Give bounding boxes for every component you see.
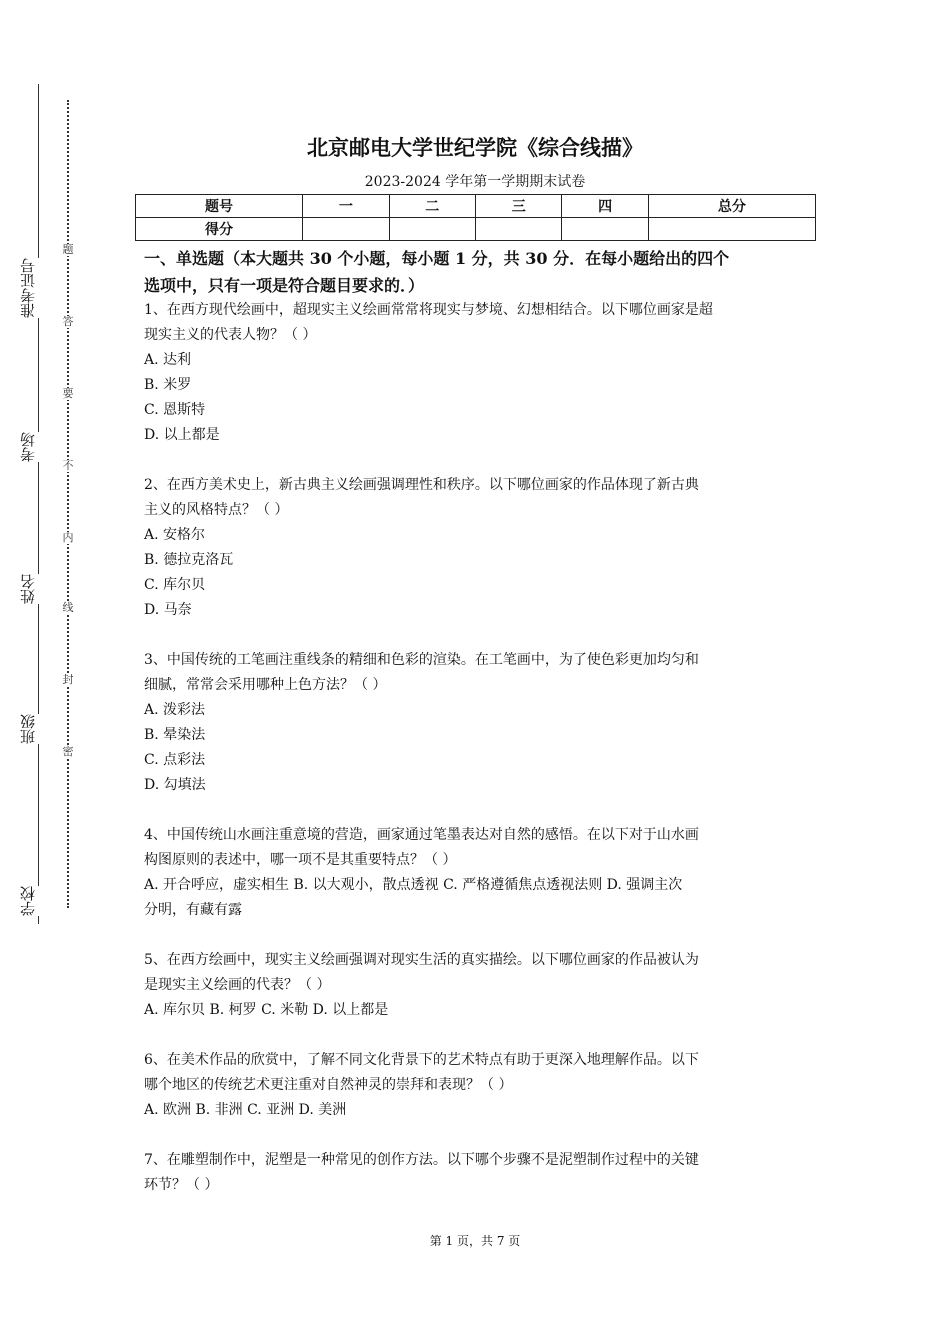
score-cell: 四 <box>562 195 648 218</box>
question-text: 7、在雕塑制作中，泥塑是一种常见的创作方法。以下哪个步骤不是泥塑制作过程中的关键 <box>144 1152 699 1168</box>
score-cell: 得分 <box>136 218 303 241</box>
page-footer: 第 1 页，共 7 页 <box>429 1234 521 1248</box>
question-text: 哪个地区的传统艺术更注重对自然神灵的崇拜和表现？（ ） <box>144 1077 513 1093</box>
score-cell: 二 <box>389 195 475 218</box>
score-table-header-row <box>136 195 816 218</box>
label-class: 班级 <box>19 714 43 744</box>
question-text: 6、在美术作品的欣赏中，了解不同文化背景下的艺术特点有助于更深入地理解作品。以下 <box>144 1052 699 1068</box>
option: B. 米罗 <box>144 377 192 393</box>
score-cell: 题号 <box>136 195 303 218</box>
seal-char: 不 <box>59 460 77 472</box>
question-text: 5、在西方绘画中，现实主义绘画强调对现实生活的真实描绘。以下哪位画家的作品被认为 <box>144 952 699 968</box>
question-3 <box>144 648 808 798</box>
question-7 <box>144 1148 808 1198</box>
binding-solid-line <box>38 84 39 924</box>
option: B. 德拉克洛瓦 <box>144 552 234 568</box>
score-cell: 一 <box>303 195 389 218</box>
option: A. 泼彩法 <box>144 702 206 718</box>
option: C. 点彩法 <box>144 752 206 768</box>
question-text: 2、在西方美术史上，新古典主义绘画强调理性和秩序。以下哪位画家的作品体现了新古典 <box>144 477 699 493</box>
seal-char: 内 <box>59 532 77 544</box>
option: D. 勾填法 <box>144 777 206 793</box>
question-text: 环节？（ ） <box>144 1177 219 1193</box>
score-input-cell <box>648 218 815 241</box>
label-name: 姓名 <box>19 574 43 604</box>
score-input-cell <box>475 218 561 241</box>
option: A. 库尔贝 B. 柯罗 C. 米勒 D. 以上都是 <box>144 1002 389 1018</box>
option: C. 恩斯特 <box>144 402 206 418</box>
score-table <box>135 194 816 241</box>
score-input-cell <box>562 218 648 241</box>
question-text: 1、在西方现代绘画中，超现实主义绘画常常将现实与梦境、幻想相结合。以下哪位画家是超 <box>144 302 713 318</box>
seal-dotted-line <box>67 100 69 908</box>
label-exam-number: 准考证号 <box>19 258 43 318</box>
question-text: 3、中国传统的工笔画注重线条的精细和色彩的渲染。在工笔画中，为了使色彩更加均匀和 <box>144 652 699 668</box>
exam-title: 北京邮电大学世纪学院《综合线描》 <box>307 136 643 160</box>
question-text: 4、中国传统山水画注重意境的营造，画家通过笔墨表达对自然的感悟。在以下对于山水画 <box>144 827 699 843</box>
option: 分明，有藏有露 <box>144 902 242 918</box>
seal-char: 线 <box>59 602 77 614</box>
question-text: 细腻，常常会采用哪种上色方法？（ ） <box>144 677 387 693</box>
label-exam-room: 考场 <box>19 432 43 462</box>
question-2 <box>144 473 808 623</box>
seal-char: 答 <box>59 316 77 328</box>
seal-char: 封 <box>59 674 77 686</box>
question-text: 构图原则的表述中，哪一项不是其重要特点？（ ） <box>144 852 457 868</box>
section-heading: 选项中，只有一项是符合题目要求的．） <box>144 276 425 295</box>
seal-char: 密 <box>59 746 77 758</box>
question-text: 是现实主义绘画的代表？（ ） <box>144 977 331 993</box>
exam-subtitle: 2023-2024 学年第一学期期末试卷 <box>364 174 586 190</box>
score-input-cell <box>389 218 475 241</box>
score-table-score-row <box>136 218 816 241</box>
seal-char: 要 <box>59 388 77 400</box>
question-text: 现实主义的代表人物？（ ） <box>144 327 317 343</box>
label-school: 学校 <box>19 886 43 916</box>
question-6 <box>144 1048 808 1123</box>
seal-char: 题 <box>59 244 77 256</box>
question-text: 主义的风格特点？（ ） <box>144 502 289 518</box>
score-cell: 总分 <box>648 195 815 218</box>
score-input-cell <box>303 218 389 241</box>
option: A. 安格尔 <box>144 527 206 543</box>
binding-margin <box>0 0 100 1344</box>
question-5 <box>144 948 808 1023</box>
option: A. 欧洲 B. 非洲 C. 亚洲 D. 美洲 <box>144 1102 347 1118</box>
exam-content <box>144 246 808 1198</box>
option: B. 晕染法 <box>144 727 206 743</box>
question-4 <box>144 823 808 923</box>
section-heading: 一、单选题（本大题共 30 个小题，每小题 1 分，共 30 分．在每小题给出的四个 <box>144 249 730 268</box>
option: D. 以上都是 <box>144 427 220 443</box>
option: D. 马奈 <box>144 602 192 618</box>
option: A. 达利 <box>144 352 192 368</box>
option: C. 库尔贝 <box>144 577 206 593</box>
score-cell: 三 <box>475 195 561 218</box>
option: A. 开合呼应，虚实相生 B. 以大观小，散点透视 C. 严格遵循焦点透视法则 D. 强调主次 <box>144 877 683 893</box>
question-1 <box>144 298 808 448</box>
